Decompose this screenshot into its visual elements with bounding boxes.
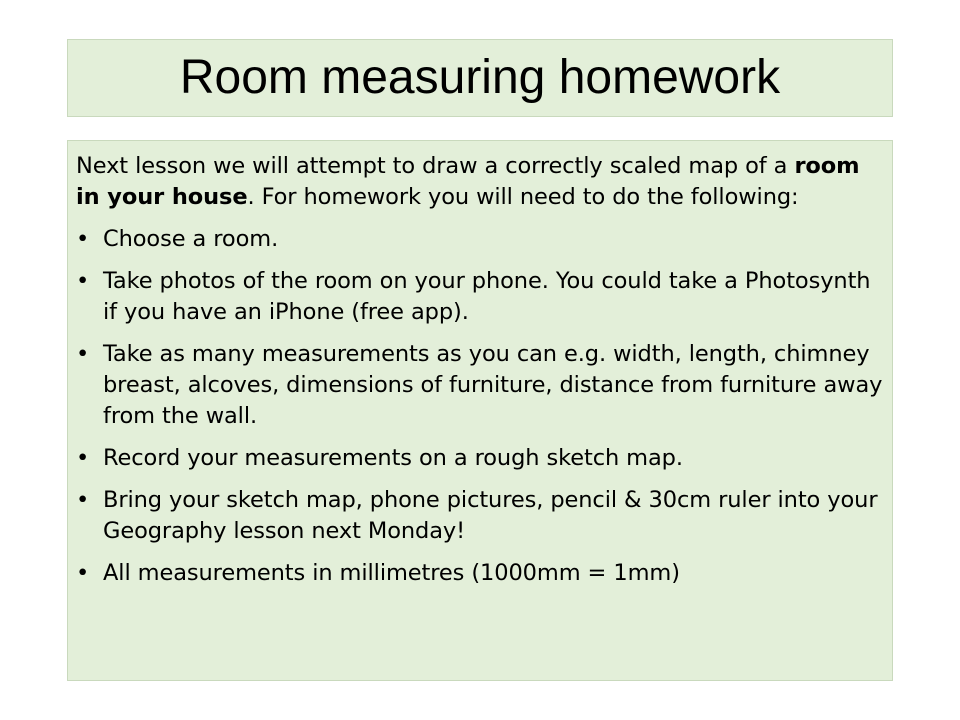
slide-title: Room measuring homework <box>179 51 781 104</box>
bullet-item <box>76 558 884 589</box>
bullet-text: Record your measurements on a rough sketch map. <box>103 445 683 471</box>
bullet-icon: • <box>76 560 90 586</box>
bullet-item <box>76 485 884 547</box>
intro-text-start: Next lesson we will attempt to draw a correctly scaled map of a <box>76 153 795 179</box>
intro-paragraph <box>76 151 884 213</box>
bullet-item <box>76 443 884 474</box>
bullet-text: Bring your sketch map, phone pictures, pencil & 30cm ruler into your Geography lesson next Monday! <box>103 487 878 544</box>
bullet-icon: • <box>76 268 90 294</box>
bullet-icon: • <box>76 341 90 367</box>
bullet-icon: • <box>76 226 90 252</box>
bullet-icon: • <box>76 487 90 513</box>
bullet-list <box>76 224 884 589</box>
bullet-item <box>76 339 884 432</box>
bullet-text: All measurements in millimetres (1000mm = 1mm) <box>103 560 680 586</box>
bullet-item <box>76 266 884 328</box>
bullet-icon: • <box>76 445 90 471</box>
intro-text-end: . For homework you will need to do the following: <box>247 184 799 210</box>
bullet-text: Choose a room. <box>103 226 279 252</box>
bullet-text: Take photos of the room on your phone. You could take a Photosynth if you have an iPhone (free app). <box>103 268 871 325</box>
intro-text-bold: room in your house <box>76 153 860 210</box>
content-box <box>67 140 893 681</box>
bullet-item <box>76 224 884 255</box>
title-box <box>67 39 893 117</box>
bullet-text: Take as many measurements as you can e.g. width, length, chimney breast, alcoves, dimensions of furniture, distance from furniture away from the wall. <box>103 341 883 429</box>
